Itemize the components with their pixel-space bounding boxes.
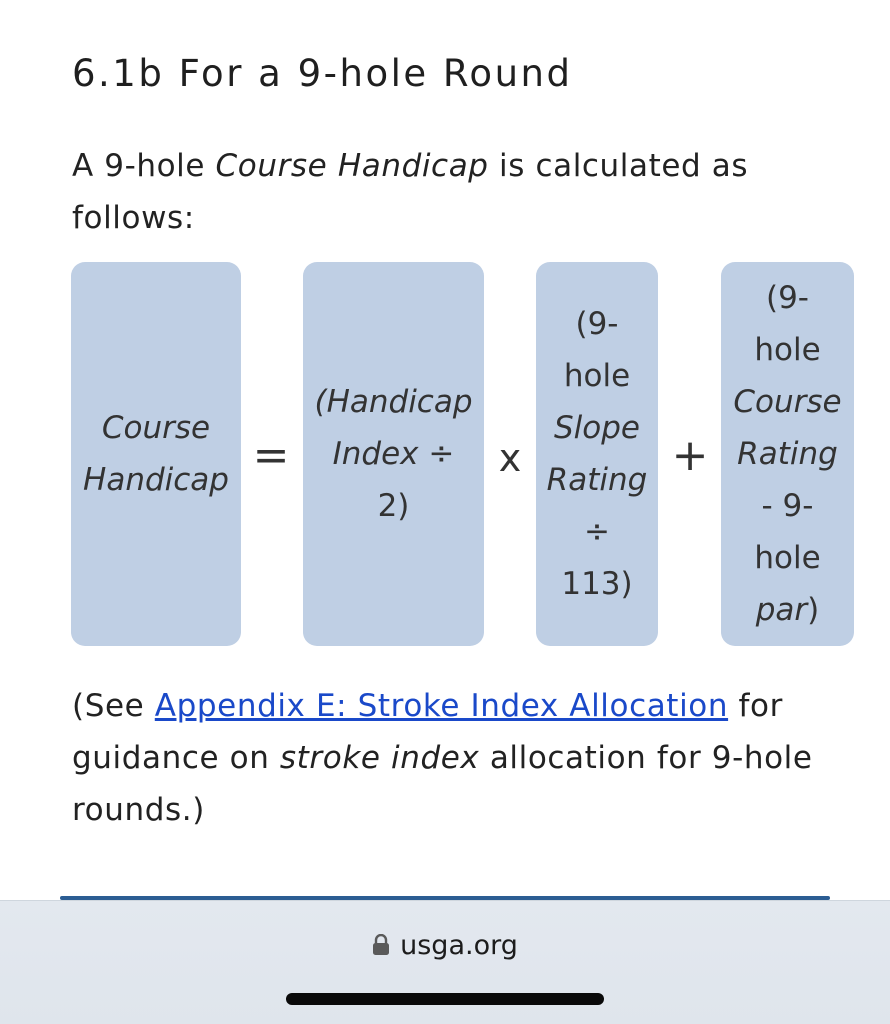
formula-box-slope-rating bbox=[536, 262, 658, 646]
formula-box-course-rating bbox=[721, 262, 854, 646]
intro-paragraph bbox=[72, 140, 832, 244]
note-text: for guidance on bbox=[72, 688, 783, 776]
note-text-end: allocation for 9-hole rounds.) bbox=[72, 740, 813, 828]
formula-text: Rating bbox=[737, 436, 838, 472]
lock-icon bbox=[372, 932, 390, 963]
multiply-operator: x bbox=[498, 436, 522, 480]
formula-text: (9- bbox=[765, 280, 809, 316]
formula-text: par bbox=[755, 592, 808, 628]
formula-text: 113) bbox=[561, 566, 633, 602]
formula-text: (9- bbox=[575, 306, 619, 342]
formula-text: Rating bbox=[546, 462, 648, 498]
formula-text: Course bbox=[101, 410, 211, 446]
formula-text: Course bbox=[733, 384, 842, 420]
formula-text: hole bbox=[754, 540, 821, 576]
appendix-note bbox=[72, 680, 852, 836]
address-bar[interactable] bbox=[0, 930, 890, 963]
note-text: (See bbox=[72, 688, 155, 724]
section-heading: 6.1b For a 9-hole Round bbox=[72, 52, 573, 95]
intro-term-course-handicap: Course Handicap bbox=[215, 148, 489, 184]
formula-text: Slope bbox=[553, 410, 640, 446]
intro-text: A 9-hole bbox=[72, 148, 216, 184]
formula-text: ÷ bbox=[584, 514, 610, 550]
formula-text: 2) bbox=[377, 488, 410, 524]
formula-text: Handicap bbox=[83, 462, 229, 498]
formula-text: hole bbox=[563, 358, 631, 394]
formula-text: - 9- bbox=[761, 488, 814, 524]
formula-text: (Handicap bbox=[314, 384, 473, 420]
url-text: usga.org bbox=[400, 930, 518, 961]
formula-box-handicap-index bbox=[303, 262, 484, 646]
formula-text: Index ÷ bbox=[332, 436, 455, 472]
equals-operator: = bbox=[252, 430, 290, 481]
note-term-stroke-index: stroke index bbox=[279, 740, 480, 776]
home-indicator[interactable] bbox=[286, 993, 604, 1005]
formula-box-course-handicap bbox=[71, 262, 241, 646]
formula-text: ) bbox=[807, 592, 820, 628]
appendix-e-link[interactable]: Appendix E: Stroke Index Allocation bbox=[154, 688, 729, 724]
plus-operator: + bbox=[671, 430, 709, 481]
formula-text: hole bbox=[754, 332, 821, 368]
intro-text-end: is calculated as follows: bbox=[72, 148, 749, 236]
